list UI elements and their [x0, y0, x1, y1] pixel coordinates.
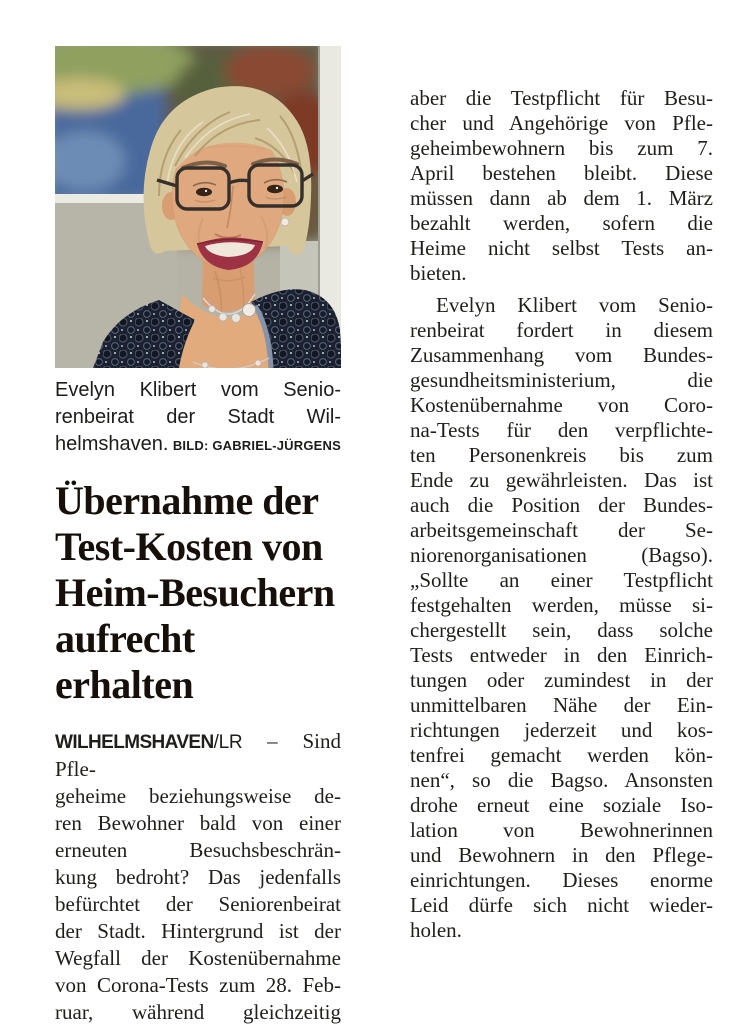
para1-lines-line: cher und Angehörige von Pfle-: [410, 111, 713, 135]
caption-lines-line: renbeirat der Stadt Wil-: [55, 406, 341, 428]
para2-lines-line: „Sollte an einer Testpflicht: [410, 568, 713, 592]
para2-lines-line: richtungen jederzeit und kos-: [410, 718, 713, 742]
para2-lines-line: Kostenübernahme von Coro-: [410, 393, 713, 417]
para2-lines-line: und Bewohnern in den Pflege-: [410, 843, 713, 867]
pearl-earring: [281, 218, 289, 226]
left-body-lines: [55, 783, 341, 1026]
para2-lines-line: Evelyn Klibert vom Senio-: [436, 293, 713, 317]
para2-lines-line: tungen oder zumindest in der: [410, 668, 713, 692]
left-body-lines-line: befürchtet der Seniorenbeirat: [55, 892, 341, 916]
para2-lines-line: tenfrei gemacht werden kön-: [410, 743, 713, 767]
caption-last-text: helmshaven.: [55, 433, 169, 455]
para1-lines: [410, 86, 713, 261]
dateline-city: WILHELMSHAVEN: [55, 732, 214, 753]
para1-lines-line: Heime nicht selbst Tests an-: [410, 236, 713, 260]
para2-lines-line: Zusammenhang vom Bundes-: [410, 343, 713, 367]
left-body-lines-line: Wegfall der Kostenübernahme: [55, 946, 341, 970]
portrait-photo-illustration: [55, 46, 341, 368]
paragraph-2: [410, 293, 713, 943]
para2-lines: [410, 293, 713, 918]
left-body-lines-line: von Corona-Tests zum 28. Feb-: [55, 973, 341, 997]
para2-last-line: holen.: [410, 918, 462, 942]
para2-lines-line: na-Tests für den verpflichte-: [410, 418, 713, 442]
para2-lines-line: festgehalten werden, müsse si-: [410, 593, 713, 617]
para1-lines-line: müssen dann ab dem 1. März: [410, 186, 713, 210]
left-body-lines-line: ruar, während gleichzeitig: [55, 1000, 341, 1024]
para2-lines-line: auch die Position der Bundes-: [410, 493, 713, 517]
caption-lines-line: Evelyn Klibert vom Senio-: [55, 379, 341, 401]
para2-lines-line: lation von Bewohnerinnen: [410, 818, 713, 842]
para2-lines-line: Leid dürfe sich nicht wieder-: [410, 893, 713, 917]
para1-lines-line: geheimbewohnern bis zum 7.: [410, 136, 713, 160]
portrait-photo: [55, 46, 341, 368]
para2-lines-line: nen“, so die Bagso. Ansonsten: [410, 768, 713, 792]
article-headline-line: Heim-Besuchern: [55, 570, 335, 615]
left-body-lines-line: kung bedroht? Das jedenfalls: [55, 865, 341, 889]
para2-lines-line: gesundheitsministerium, die: [410, 368, 713, 392]
para2-lines-line: niorenorganisationen (Bagso).: [410, 543, 713, 567]
photo-caption: [55, 377, 341, 459]
article-headline-line: Test-Kosten von: [55, 524, 323, 569]
left-body-lines-line: ren Bewohner bald von einer: [55, 811, 341, 835]
article-body-left: [55, 728, 341, 1026]
para1-lines-line: April bestehen bleibt. Diese: [410, 161, 713, 185]
para2-lines-line: renbeirat fordert in diesem: [410, 318, 713, 342]
left-body-lines-line: geheime beziehungsweise de-: [55, 784, 341, 808]
article-headline-line: Übernahme der: [55, 478, 319, 523]
para1-lines-line: aber die Testpflicht für Besu-: [410, 86, 713, 110]
para2-lines-line: Tests entweder in den Einrich-: [410, 643, 713, 667]
para2-lines-line: Ende zu gewährleisten. Das ist: [410, 468, 713, 492]
para2-lines-line: unmittelbaren Nähe der Ein-: [410, 693, 713, 717]
article-headline: [55, 478, 341, 708]
left-body-lines-line: der Stadt. Hintergrund ist der: [55, 919, 341, 943]
para2-lines-line: chergestellt sein, dass solche: [410, 618, 713, 642]
dateline-tag: /LR: [213, 732, 243, 753]
left-body-lines-line: erneuten Besuchsbeschrän-: [55, 838, 341, 862]
para2-lines-line: ten Personenkreis bis zum: [410, 443, 713, 467]
dateline-line: [55, 728, 341, 783]
para1-last-line: bieten.: [410, 261, 467, 285]
left-column: [55, 46, 341, 1026]
para2-lines-line: einrichtungen. Dieses enorme: [410, 868, 713, 892]
para2-lines-line: arbeitsgemeinschaft der Se-: [410, 518, 713, 542]
photo-credit: BILD: GABRIEL-JÜRGENS: [172, 438, 341, 453]
para1-lines-line: bezahlt werden, sofern die: [410, 211, 713, 235]
caption-last-line: [55, 431, 341, 459]
article-headline-line: aufrecht erhalten: [55, 616, 195, 707]
dateline-rest: – Sind Pfle-: [55, 729, 341, 781]
para2-lines-line: drohe erneut eine soziale Iso-: [410, 793, 713, 817]
caption-lines: [55, 377, 341, 431]
right-column: [410, 86, 713, 943]
paragraph-1: [410, 86, 713, 286]
